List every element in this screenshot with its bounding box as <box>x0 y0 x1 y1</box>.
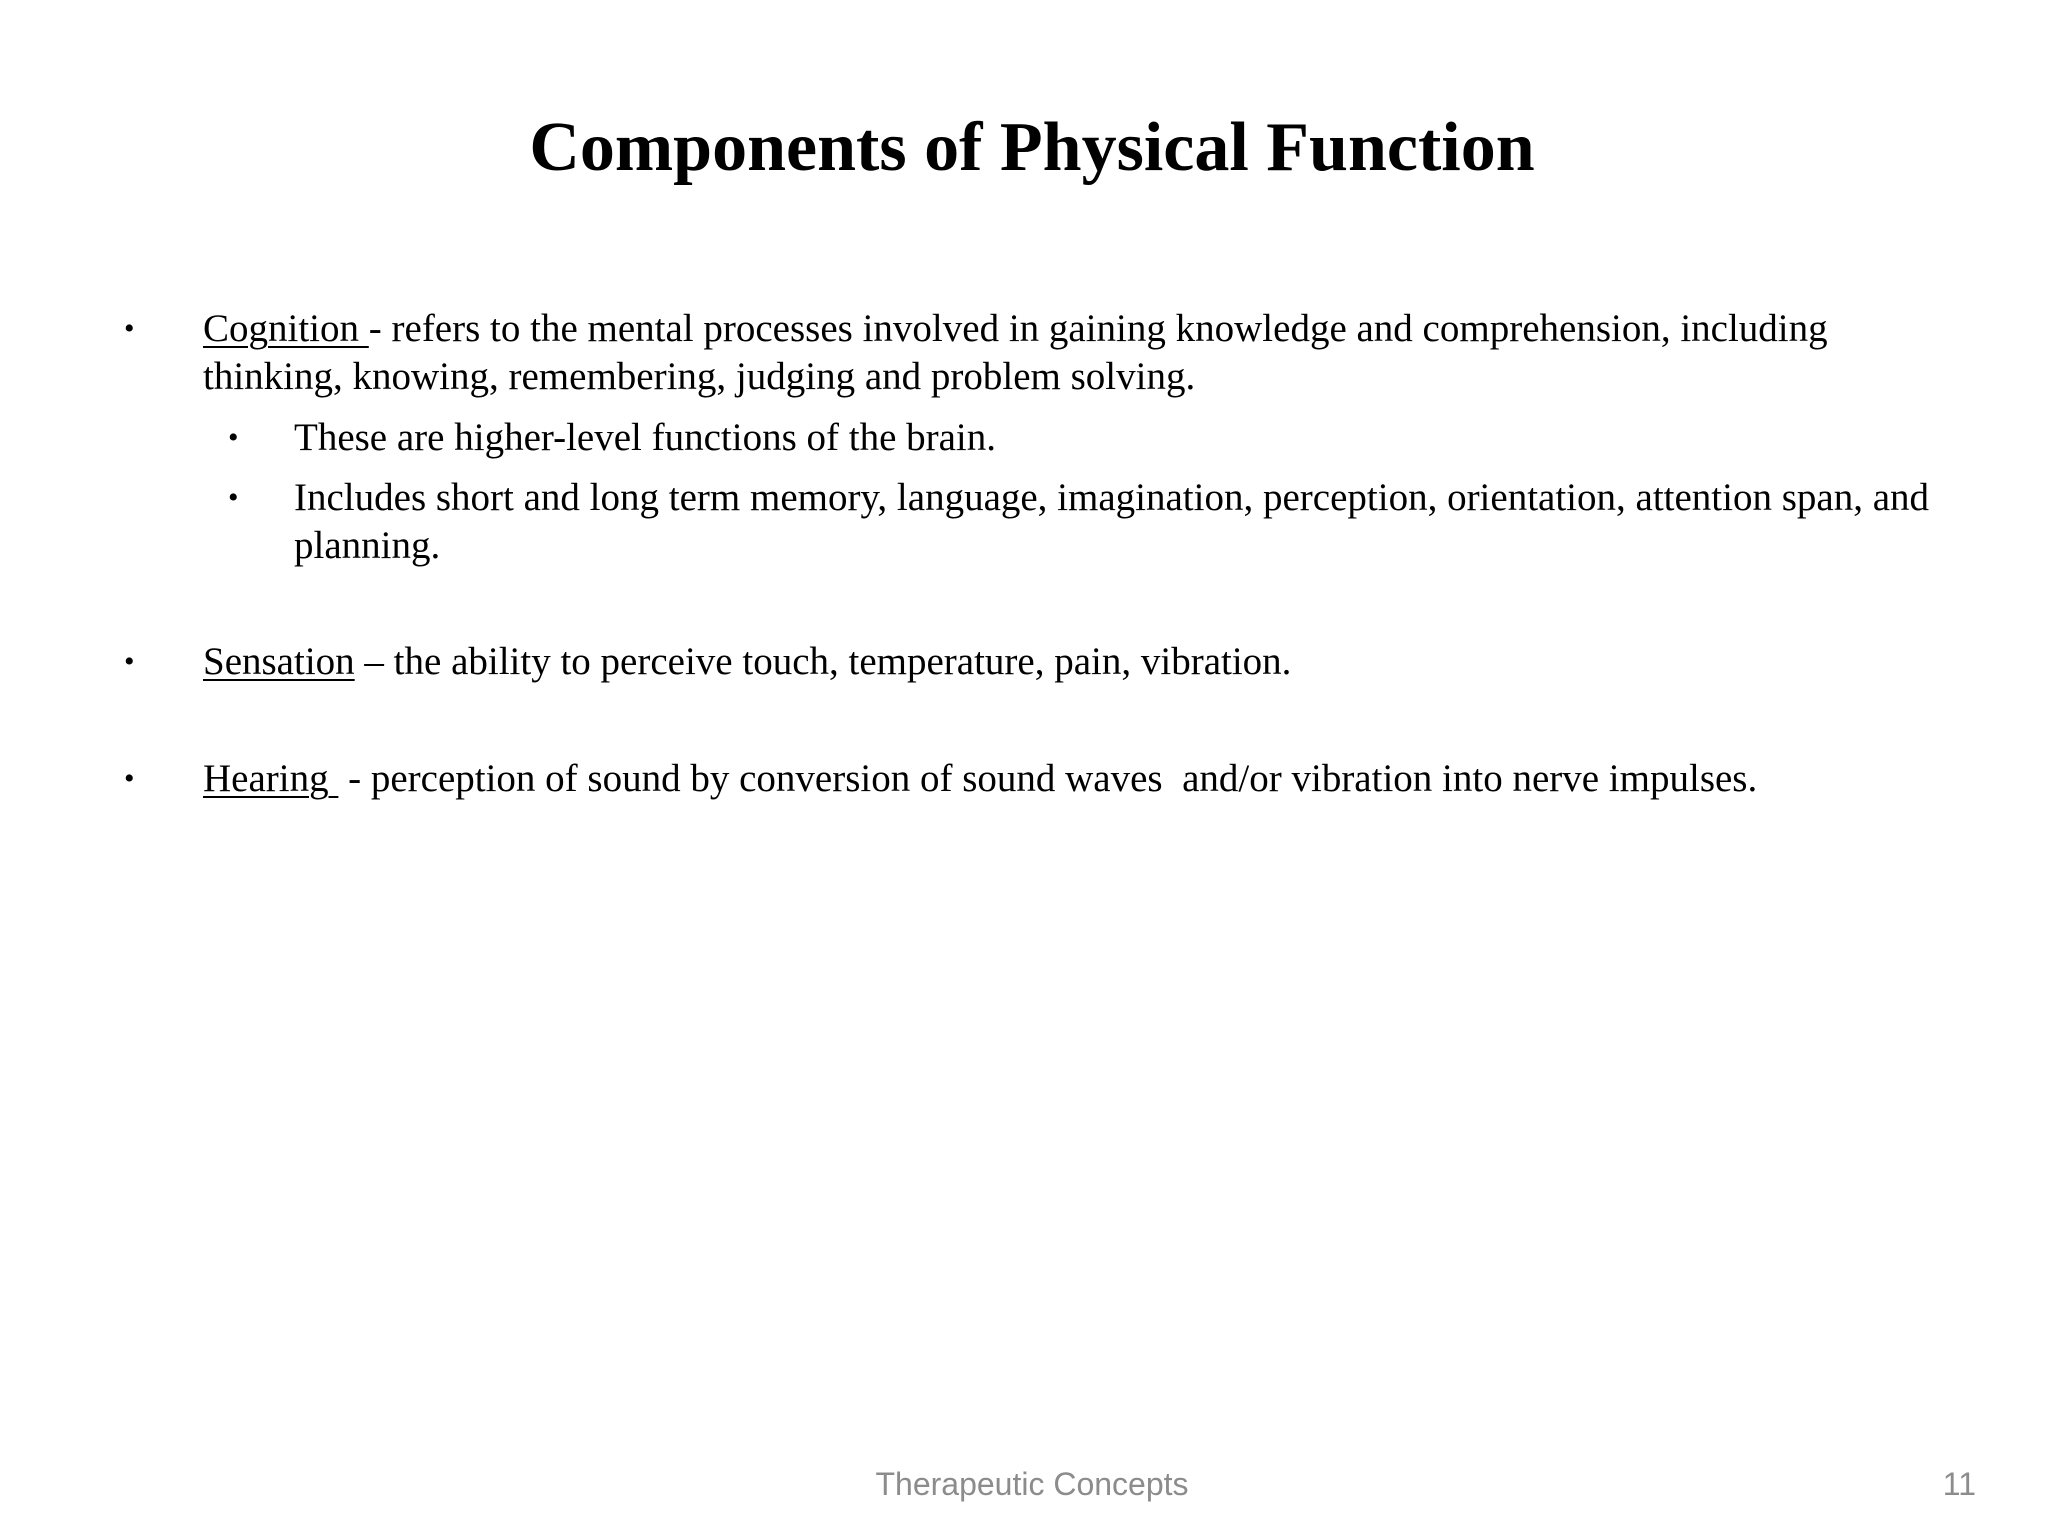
footer-title: Therapeutic Concepts <box>875 1466 1189 1502</box>
sub-bullet-marker: • <box>228 421 239 454</box>
bullet-sensation <box>203 638 1943 686</box>
slide-title: Components of Physical Function <box>529 109 1535 186</box>
definition-cognition: - refers to the mental processes involved in gaining knowledge and comprehension, including thinking, knowing, remembering, judging and problem solving. <box>203 307 1838 398</box>
bullet-marker: • <box>124 762 135 795</box>
definition-sensation: – the ability to perceive touch, temperature, pain, vibration. <box>354 640 1292 683</box>
page-number: 11 <box>1942 1466 1976 1502</box>
sub-bullet-includes: Includes short and long term memory, language, imagination, perception, orientation, attention span, and planning. <box>294 476 1930 567</box>
bullet-hearing <box>203 755 1943 803</box>
term-cognition: Cognition <box>203 307 369 350</box>
sub-bullet-higher-level: These are higher-level functions of the brain. <box>294 416 997 459</box>
bullet-marker: • <box>124 645 135 678</box>
term-hearing: Hearing <box>203 757 339 800</box>
definition-hearing: - perception of sound by conversion of sound waves and/or vibration into nerve impulses. <box>338 757 1758 800</box>
term-sensation: Sensation <box>203 640 355 683</box>
bullet-marker: • <box>124 312 135 345</box>
sub-bullet-marker: • <box>228 481 239 514</box>
bullet-cognition <box>203 305 1943 401</box>
